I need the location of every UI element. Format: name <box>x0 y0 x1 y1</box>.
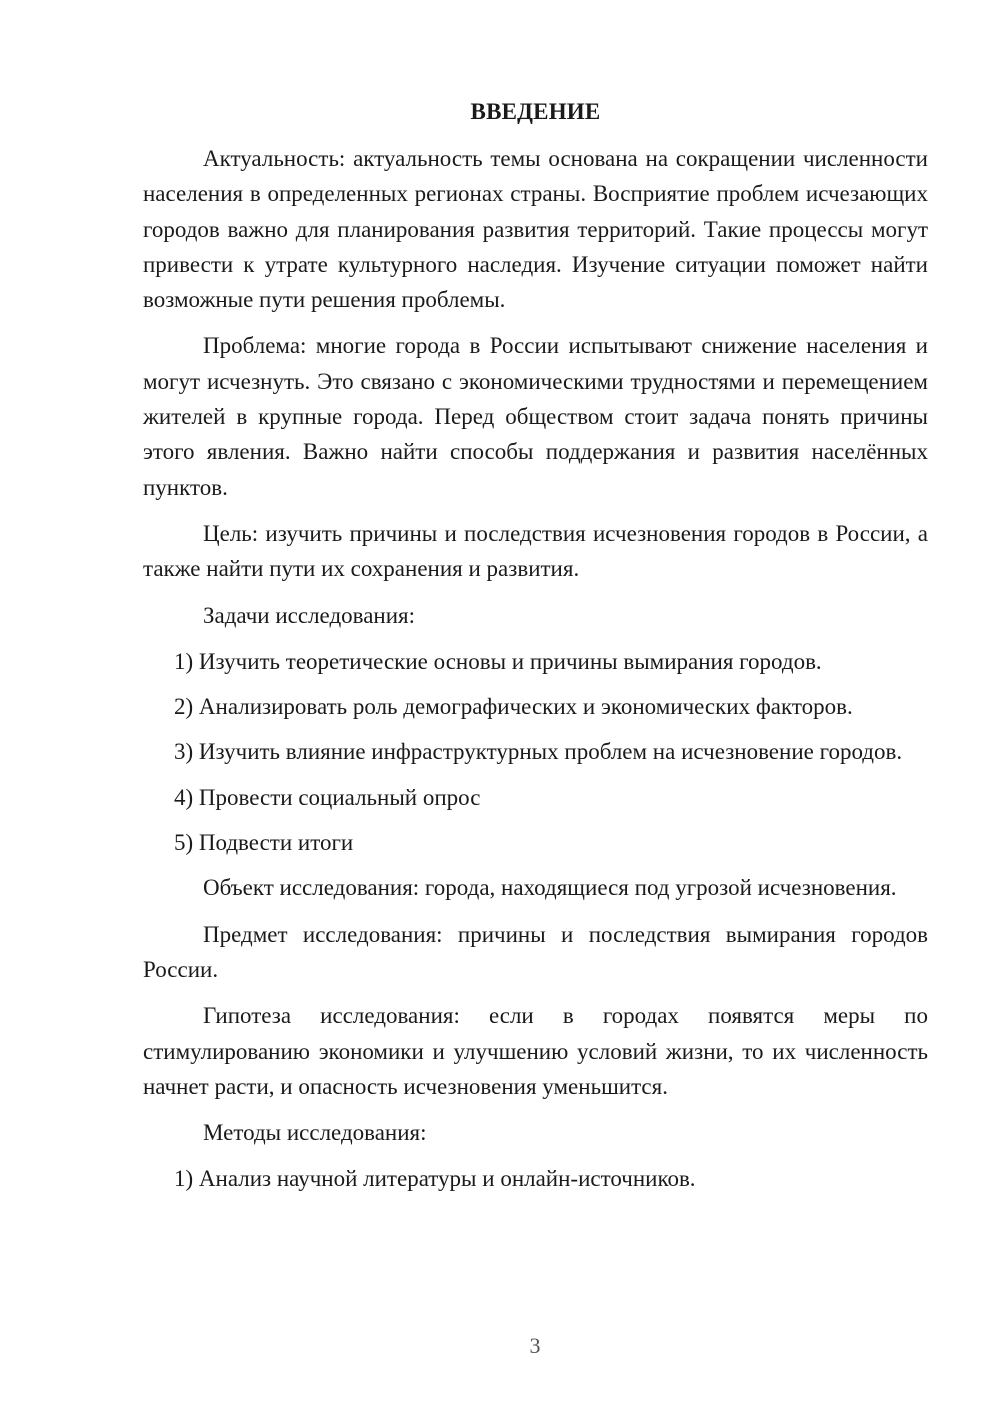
problem-paragraph: Проблема: многие города в России испытывают снижение населения и могут исчезнуть. Это связано с экономическими трудностями и перемещением жителей в крупные города. Перед обществом стоит задача понять причины этого явления. Важно найти способы поддержания и развития населённых пунктов. <box>143 333 928 500</box>
methods-heading: Методы исследования: <box>203 1120 427 1146</box>
section-title: ВВЕДЕНИЕ <box>470 99 601 124</box>
task-item: 2) Анализировать роль демографических и экономических факторов. <box>174 694 853 720</box>
goal-paragraph: Цель: изучить причины и последствия исчезновения городов в России, а также найти пути их сохранения и развития. <box>143 520 928 582</box>
task-item: 1) Изучить теоретические основы и причины вымирания городов. <box>174 648 822 674</box>
hypothesis-paragraph: Гипотеза исследования: если в городах появятся меры по стимулированию экономики и улучшению условий жизни, то их численность начнет расти, и опасность исчезновения уменьшится. <box>143 1003 928 1099</box>
object-paragraph: Объект исследования: города, находящиеся под угрозой исчезновения. <box>203 875 897 901</box>
document-page <box>143 94 928 1207</box>
task-item: 5) Подвести итоги <box>174 830 354 856</box>
task-item: 3) Изучить влияние инфраструктурных проблем на исчезновение городов. <box>174 739 903 765</box>
tasks-heading: Задачи исследования: <box>203 602 416 628</box>
page-number: 3 <box>529 1333 541 1358</box>
method-item: 1) Анализ научной литературы и онлайн-источников. <box>174 1166 696 1192</box>
task-item: 4) Провести социальный опрос <box>174 784 481 810</box>
relevance-paragraph: Актуальность: актуальность темы основана на сокращении численности населения в определенных регионах страны. Восприятие проблем исчезающих городов важно для планирования развития территорий. Такие процессы могут привести к утрате культурного наследия. Изучение ситуации поможет найти возможные пути решения проблемы. <box>143 146 928 313</box>
subject-paragraph: Предмет исследования: причины и последствия вымирания городов России. <box>143 921 928 982</box>
